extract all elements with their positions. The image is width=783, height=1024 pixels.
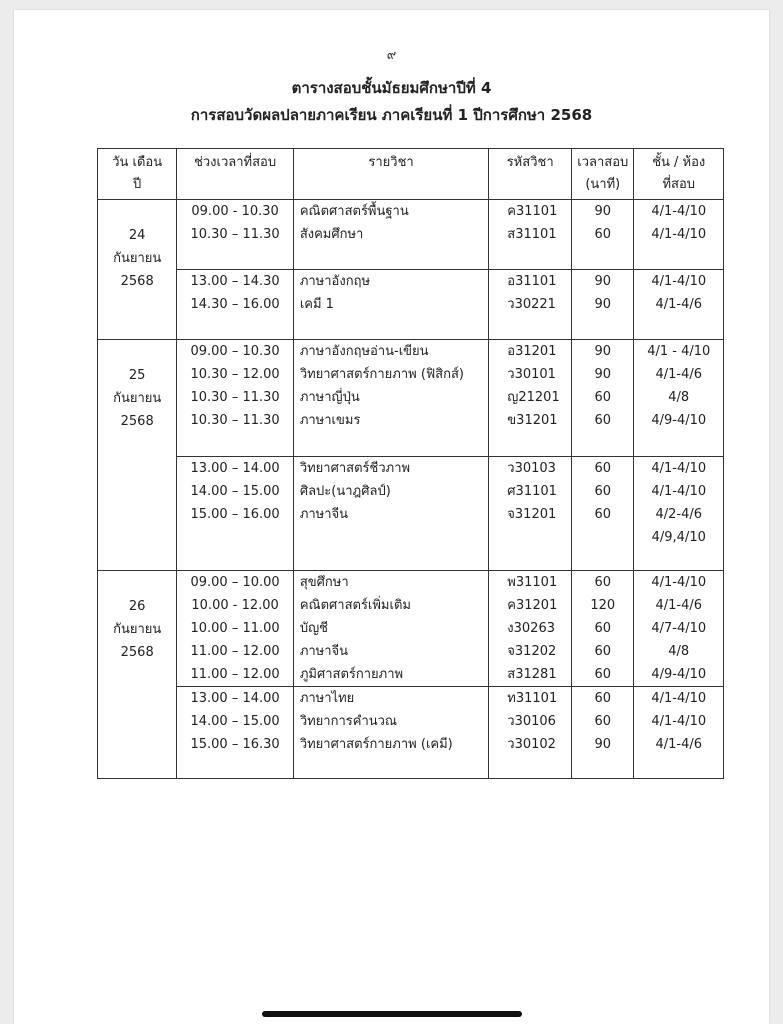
exam-time: 15.00 – 16.00: [190, 507, 280, 522]
subject-name-cell: [293, 457, 488, 571]
exam-room: 4/1-4/6: [655, 598, 703, 613]
exam-time: 11.00 – 12.00: [190, 644, 280, 659]
page-number: ๙: [386, 48, 397, 63]
table-row: [98, 457, 724, 571]
document-subtitle: การสอบวัดผลปลายภาคเรียน ภาคเรียนที่ 1 ปีการศึกษา 2568: [190, 106, 593, 124]
exam-duration: 90: [594, 297, 612, 312]
exam-date-day: 24: [128, 228, 146, 243]
exam-duration-cell: [572, 200, 634, 270]
exam-room: 4/1-4/10: [651, 691, 707, 706]
exam-room: 4/9-4/10: [651, 413, 707, 428]
subject-code: ส31281: [507, 667, 557, 682]
table-row: [98, 687, 724, 779]
exam-duration: 90: [594, 737, 612, 752]
exam-room-cell: [634, 270, 724, 340]
subject-code: ข31201: [507, 413, 558, 428]
subject-name: วิทยาศาสตร์กายภาพ (ฟิสิกส์): [299, 367, 464, 382]
exam-date-month: กันยายน: [113, 391, 162, 406]
exam-time-cell: [177, 571, 293, 687]
subject-code: ค31101: [507, 204, 558, 219]
exam-duration: 60: [594, 575, 612, 590]
header-time: [177, 149, 293, 200]
subject-code: อ31101: [507, 274, 557, 289]
subject-code-cell: [489, 340, 572, 457]
header-day: [98, 149, 177, 200]
header-room: [634, 149, 724, 200]
subject-code: ค31201: [507, 598, 558, 613]
exam-room: 4/1-4/10: [651, 714, 707, 729]
exam-duration: 90: [594, 344, 612, 359]
exam-room: 4/2-4/6: [655, 507, 703, 522]
exam-date-cell: [98, 340, 177, 571]
subject-code: ส31101: [507, 227, 557, 242]
subject-code: ว30106: [507, 714, 556, 729]
subject-name: บัญชี: [299, 621, 328, 636]
exam-duration: [572, 526, 633, 549]
subject-code: อ31201: [507, 344, 557, 359]
exam-room-cell: [634, 457, 724, 571]
subject-code-cell: [489, 200, 572, 270]
exam-date-year: 2568: [120, 645, 154, 660]
subject-name: สังคมศึกษา: [299, 227, 364, 242]
header-subject-label: รายวิชา: [368, 155, 414, 170]
subject-name-cell: [293, 687, 488, 779]
exam-room: 4/8: [668, 390, 690, 405]
exam-duration-cell: [572, 571, 634, 687]
exam-room: 4/1-4/10: [651, 204, 707, 219]
exam-room-cell: [634, 340, 724, 457]
exam-time: 13.00 – 14.30: [190, 274, 280, 289]
exam-time: 14.30 – 16.00: [190, 297, 280, 312]
exam-duration: 60: [594, 461, 612, 476]
exam-duration: 60: [594, 227, 612, 242]
exam-room: 4/1 - 4/10: [647, 344, 711, 359]
exam-room: 4/8: [668, 644, 690, 659]
exam-duration: 60: [594, 413, 612, 428]
exam-room: 4/1-4/6: [655, 297, 703, 312]
exam-duration: 60: [594, 507, 612, 522]
table-row: [98, 340, 724, 457]
subject-name-cell: [293, 340, 488, 457]
exam-duration-cell: [572, 270, 634, 340]
subject-name: วิทยาการคำนวณ: [299, 714, 397, 729]
subject-code-cell: [489, 270, 572, 340]
subject-name: ภาษาไทย: [299, 691, 355, 706]
exam-time: 13.00 – 14.00: [190, 691, 280, 706]
subject-name-cell: [293, 200, 488, 270]
exam-date-month: กันยายน: [113, 251, 162, 266]
exam-time: 10.00 – 11.00: [190, 621, 280, 636]
exam-duration-cell: [572, 340, 634, 457]
exam-room: 4/1-4/6: [655, 367, 703, 382]
exam-room-cell: [634, 687, 724, 779]
exam-time: 13.00 – 14.00: [190, 461, 280, 476]
exam-time: 10.30 – 11.30: [190, 227, 280, 242]
exam-date-cell: [98, 200, 177, 340]
subject-code: ว30221: [507, 297, 556, 312]
header-duration: [572, 149, 634, 200]
exam-date-day: 25: [128, 368, 146, 383]
subject-code: ศ31101: [507, 484, 557, 499]
exam-duration: 60: [594, 390, 612, 405]
subject-code: [489, 526, 571, 549]
header-subject: [293, 149, 488, 200]
subject-name: ภาษาจีน: [299, 507, 349, 522]
exam-room: 4/9,4/10: [651, 530, 706, 545]
subject-code: ว30103: [507, 461, 556, 476]
table-row: [98, 270, 724, 340]
subject-name: วิทยาศาสตร์กายภาพ (เคมี): [299, 737, 453, 752]
subject-code-cell: [489, 687, 572, 779]
exam-duration: 60: [594, 714, 612, 729]
subject-name: ภาษาอังกฤษ: [299, 274, 371, 289]
subject-name-cell: [293, 270, 488, 340]
exam-time: 10.30 – 11.30: [190, 390, 280, 405]
subject-name: คณิตศาสตร์เพิ่มเติม: [299, 598, 411, 613]
header-day-line1: วัน เดือน: [112, 155, 163, 170]
header-code: [489, 149, 572, 200]
exam-time-cell: [177, 270, 293, 340]
exam-time: 09.00 - 10.30: [191, 204, 279, 219]
exam-room-cell: [634, 200, 724, 270]
exam-date-year: 2568: [120, 414, 154, 429]
exam-time: 14.00 – 15.00: [190, 484, 280, 499]
exam-duration-cell: [572, 687, 634, 779]
exam-date-day: 26: [128, 599, 146, 614]
exam-room-cell: [634, 571, 724, 687]
exam-time: [177, 526, 292, 549]
subject-name: ภาษาญี่ปุ่น: [299, 390, 360, 405]
subject-code: ง30263: [507, 621, 555, 636]
exam-time: 09.00 – 10.30: [190, 344, 280, 359]
exam-duration-cell: [572, 457, 634, 571]
exam-duration: 90: [594, 204, 612, 219]
exam-duration: 120: [590, 598, 616, 613]
exam-room: 4/1-4/10: [651, 227, 707, 242]
table-row: [98, 571, 724, 687]
exam-time: 10.00 - 12.00: [191, 598, 279, 613]
exam-date-year: 2568: [120, 274, 154, 289]
exam-date-month: กันยายน: [113, 622, 162, 637]
exam-schedule-table: [97, 148, 724, 779]
exam-time: 15.00 – 16.30: [190, 737, 280, 752]
exam-time: 11.00 – 12.00: [190, 667, 280, 682]
exam-time-cell: [177, 457, 293, 571]
subject-code: ว30102: [507, 737, 556, 752]
exam-time-cell: [177, 687, 293, 779]
subject-name: ภูมิศาสตร์กายภาพ: [299, 667, 404, 682]
exam-time-cell: [177, 340, 293, 457]
subject-name-cell: [293, 571, 488, 687]
exam-room: 4/1-4/10: [651, 274, 707, 289]
subject-code: พ31101: [507, 575, 558, 590]
exam-room: 4/9-4/10: [651, 667, 707, 682]
table-row: [98, 200, 724, 270]
subject-code: ญ21201: [507, 390, 560, 405]
header-day-line2: ปี: [133, 177, 142, 192]
exam-time: 10.30 – 12.00: [190, 367, 280, 382]
subject-name: ภาษาอังกฤษอ่าน-เขียน: [299, 344, 429, 359]
exam-duration: 60: [594, 691, 612, 706]
exam-time: 10.30 – 11.30: [190, 413, 280, 428]
table-body: [98, 200, 724, 779]
exam-room: 4/1-4/10: [651, 484, 707, 499]
document-title: ตารางสอบชั้นมัธยมศึกษาปีที่ 4: [291, 79, 492, 97]
exam-duration: 60: [594, 621, 612, 636]
exam-room: 4/1-4/10: [651, 461, 707, 476]
subject-code: ว30101: [507, 367, 556, 382]
subject-code-cell: [489, 571, 572, 687]
table-header-row: [98, 149, 724, 200]
subject-name: [294, 526, 488, 549]
subject-code: จ31201: [507, 507, 557, 522]
exam-duration: 90: [594, 274, 612, 289]
exam-room: 4/1-4/6: [655, 737, 703, 752]
subject-name: ภาษาจีน: [299, 644, 349, 659]
subject-code: จ31202: [507, 644, 557, 659]
exam-duration: 60: [594, 484, 612, 499]
subject-code: ท31101: [507, 691, 558, 706]
exam-time: 14.00 – 15.00: [190, 714, 280, 729]
header-duration-line1: เวลาสอบ: [577, 155, 629, 170]
header-room-line2: ที่สอบ: [662, 177, 696, 192]
exam-date-cell: [98, 571, 177, 779]
home-indicator[interactable]: [262, 1011, 522, 1017]
subject-name: เคมี 1: [299, 297, 334, 312]
header-duration-line2: (นาที): [585, 177, 621, 192]
exam-duration: 60: [594, 667, 612, 682]
subject-name: คณิตศาสตร์พื้นฐาน: [299, 204, 409, 219]
subject-code-cell: [489, 457, 572, 571]
exam-duration: 60: [594, 644, 612, 659]
exam-time: 09.00 – 10.00: [190, 575, 280, 590]
subject-name: วิทยาศาสตร์ชีวภาพ: [299, 461, 411, 476]
subject-name: ภาษาเขมร: [299, 413, 361, 428]
exam-duration: 90: [594, 367, 612, 382]
exam-time-cell: [177, 200, 293, 270]
header-time-label: ช่วงเวลาที่สอบ: [194, 155, 277, 170]
subject-name: ศิลปะ(นาฎศิลป์): [299, 484, 391, 499]
subject-name: สุขศึกษา: [299, 575, 349, 590]
header-code-label: รหัสวิชา: [506, 155, 554, 170]
header-room-line1: ชั้น / ห้อง: [652, 155, 706, 170]
exam-room: 4/7-4/10: [651, 621, 707, 636]
exam-room: 4/1-4/10: [651, 575, 707, 590]
